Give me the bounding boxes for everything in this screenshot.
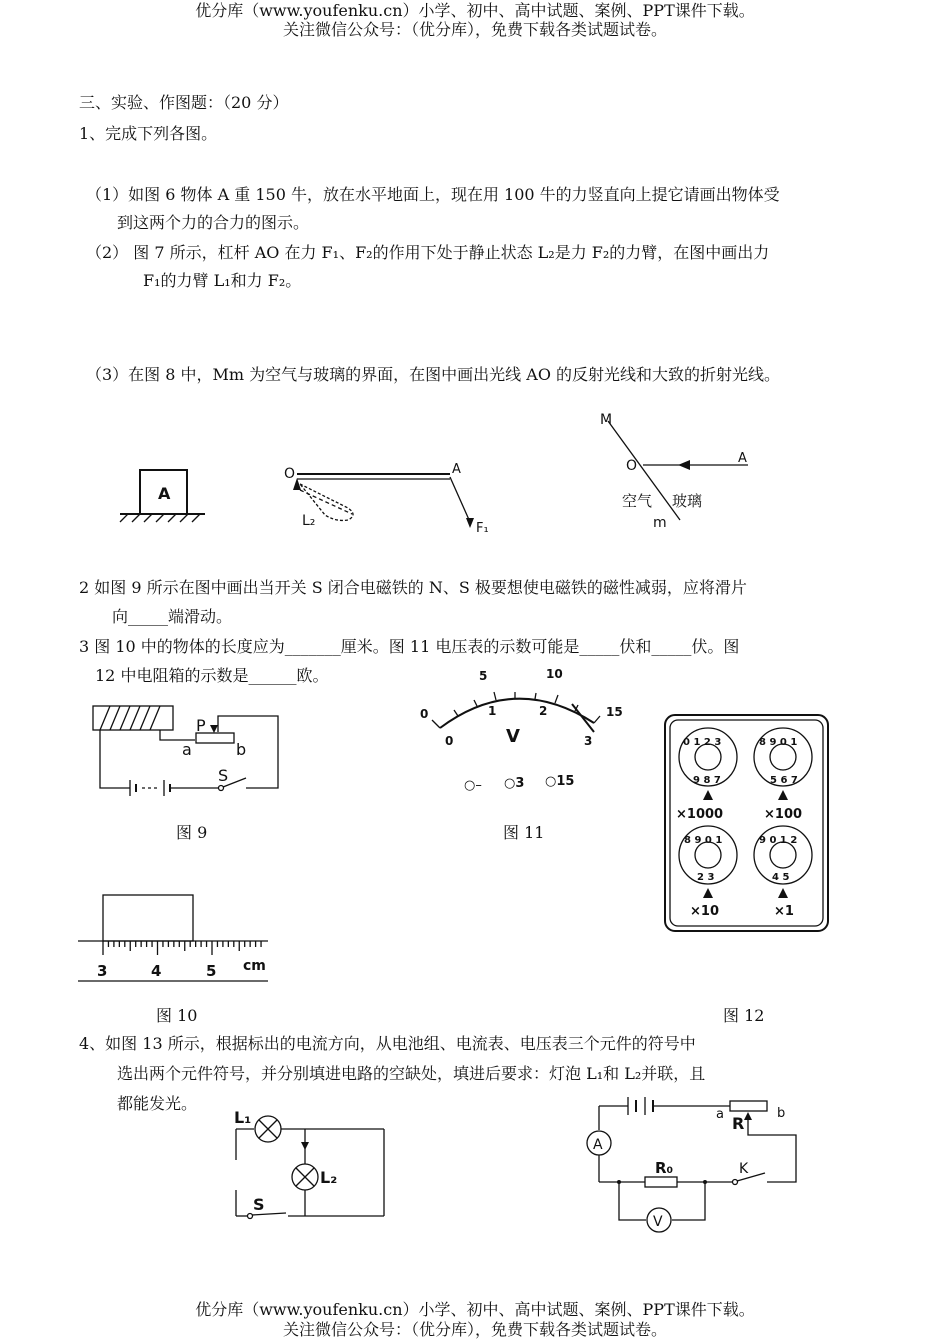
question-1: 1、完成下列各图。 (79, 124, 218, 143)
force-f1-label: F₁ (476, 521, 489, 536)
switch-s-label: S (253, 1195, 265, 1214)
lever-o-label: O (284, 466, 296, 482)
rheostat-a-label: a (716, 1107, 724, 1122)
footer-line-2: 关注微信公众号：（优分库），免费下载各类试题试卷。 (282, 1320, 667, 1339)
scale-lower-3: 3 (584, 734, 593, 748)
scale-lower-2: 2 (539, 704, 548, 718)
ruler-label-5: 5 (206, 962, 217, 980)
scale-upper-5: 5 (479, 669, 488, 683)
point-a-label: A (738, 451, 747, 466)
ruler-label-4: 4 (151, 962, 162, 980)
dial-10-label: ×10 (690, 904, 719, 919)
figure-11-caption: 图 11 (503, 823, 545, 842)
question-1-2-line-1: （2） 图 7 所示，杠杆 AO 在力 F₁、F₂的作用下处于静止状态 L₂是力 F₂的力臂，在图中画出力 (86, 243, 770, 262)
svg-text:4 5: 4 5 (772, 872, 790, 883)
terminal-15: ○15 (545, 774, 575, 789)
question-4-line-3: 都能发光。 (117, 1094, 198, 1113)
svg-text:8 9 0 1: 8 9 0 1 (759, 737, 798, 748)
figure-12-caption: 图 12 (723, 1006, 765, 1025)
terminal-negative: ○– (464, 778, 482, 793)
resistor-r0 (645, 1177, 677, 1187)
lamp-l1-label: L₁ (234, 1108, 252, 1127)
rheostat-b-label: b (777, 1106, 786, 1121)
svg-text:2 3: 2 3 (697, 872, 715, 883)
ruler-label-3: 3 (97, 962, 108, 980)
switch-s-label: S (218, 766, 229, 785)
svg-text:8 9 0 1: 8 9 0 1 (684, 835, 723, 846)
voltmeter-v-symbol: V (506, 726, 520, 747)
terminal-3: ○3 (504, 776, 525, 791)
dial-1000-label: ×1000 (676, 807, 724, 822)
question-1-1-line-1: （1）如图 6 物体 A 重 150 牛，放在水平地面上，现在用 100 牛的力竖直向上提它请画出物体受 (86, 185, 780, 204)
ruler-unit: cm (243, 958, 266, 974)
slider-p-label: P (196, 716, 206, 735)
rheostat-r-label: R (732, 1114, 745, 1133)
arm-l2-label: L₂ (302, 513, 316, 529)
lever-a-label: A (452, 462, 461, 477)
svg-text:0 1 2 3: 0 1 2 3 (683, 737, 722, 748)
voltmeter-label: V (653, 1214, 663, 1230)
rheostat-r (730, 1101, 767, 1111)
switch-k-pivot (733, 1180, 738, 1185)
ammeter-label: A (593, 1137, 603, 1153)
block-a-label: A (158, 484, 171, 503)
section-title: 三、实验、作图题：（20 分） (79, 93, 289, 112)
question-1-1-line-2: 到这两个力的合力的图示。 (117, 213, 310, 232)
dial-100-label: ×100 (764, 807, 803, 822)
question-2-line-1: 2 如图 9 所示在图中画出当开关 S 闭合电磁铁的 N、S 极要想使电磁铁的磁性减弱，应将滑片 (79, 578, 747, 597)
svg-text:5 6 7: 5 6 7 (770, 775, 798, 786)
question-1-2-line-2: F₁的力臂 L₁和力 F₂。 (143, 271, 302, 290)
svg-text:9 0 1 2: 9 0 1 2 (759, 835, 798, 846)
footer-line-1: 优分库（www.youfenku.cn）小学、初中、高中试题、案例、PPT课件下载。 (195, 1300, 755, 1319)
dial-1-label: ×1 (774, 904, 794, 919)
question-2-line-2: 向_____端滑动。 (112, 607, 233, 626)
scale-upper-0: 0 (420, 707, 429, 721)
question-4-line-1: 4、如图 13 所示，根据标出的电流方向，从电池组、电流表、电压表三个元件的符号中 (79, 1034, 696, 1053)
header-line-1: 优分库（www.youfenku.cn）小学、初中、高中试题、案例、PPT课件下载。 (195, 1, 755, 20)
rheostat-a-label: a (182, 740, 192, 759)
rheostat-b-label: b (236, 740, 247, 759)
question-1-3: （3）在图 8 中，Mm 为空气与玻璃的界面，在图中画出光线 AO 的反射光线和大致的折射光线。 (86, 365, 781, 384)
resistor-r0-label: R₀ (655, 1159, 674, 1177)
scale-upper-15: 15 (606, 705, 623, 719)
medium-air-label: 空气 (622, 492, 653, 510)
medium-glass-label: 玻璃 (672, 492, 703, 510)
svg-text:9 8 7: 9 8 7 (693, 775, 721, 786)
figure-9-caption: 图 9 (176, 823, 208, 842)
point-o-label: O (626, 458, 638, 474)
rheostat-slider (744, 1112, 752, 1120)
interface-m-label: M (600, 412, 613, 428)
scale-upper-10: 10 (546, 667, 563, 681)
question-4-line-2: 选出两个元件符号，并分别填进电路的空缺处，填进后要求：灯泡 L₁和 L₂并联，且 (117, 1064, 706, 1083)
scale-lower-1: 1 (488, 704, 497, 718)
figure-10-caption: 图 10 (156, 1006, 198, 1025)
switch-k-label: K (739, 1161, 749, 1177)
question-3-line-2: 12 中电阻箱的示数是______欧。 (95, 666, 329, 685)
question-3-line-1: 3 图 10 中的物体的长度应为_______厘米。图 11 电压表的示数可能是_____伏和_____伏。图 (79, 637, 740, 656)
interface-m-lower-label: m (653, 515, 667, 531)
scale-lower-0: 0 (445, 734, 454, 748)
lamp-l2-label: L₂ (320, 1168, 338, 1187)
header-line-2: 关注微信公众号：（优分库），免费下载各类试题试卷。 (282, 20, 667, 39)
